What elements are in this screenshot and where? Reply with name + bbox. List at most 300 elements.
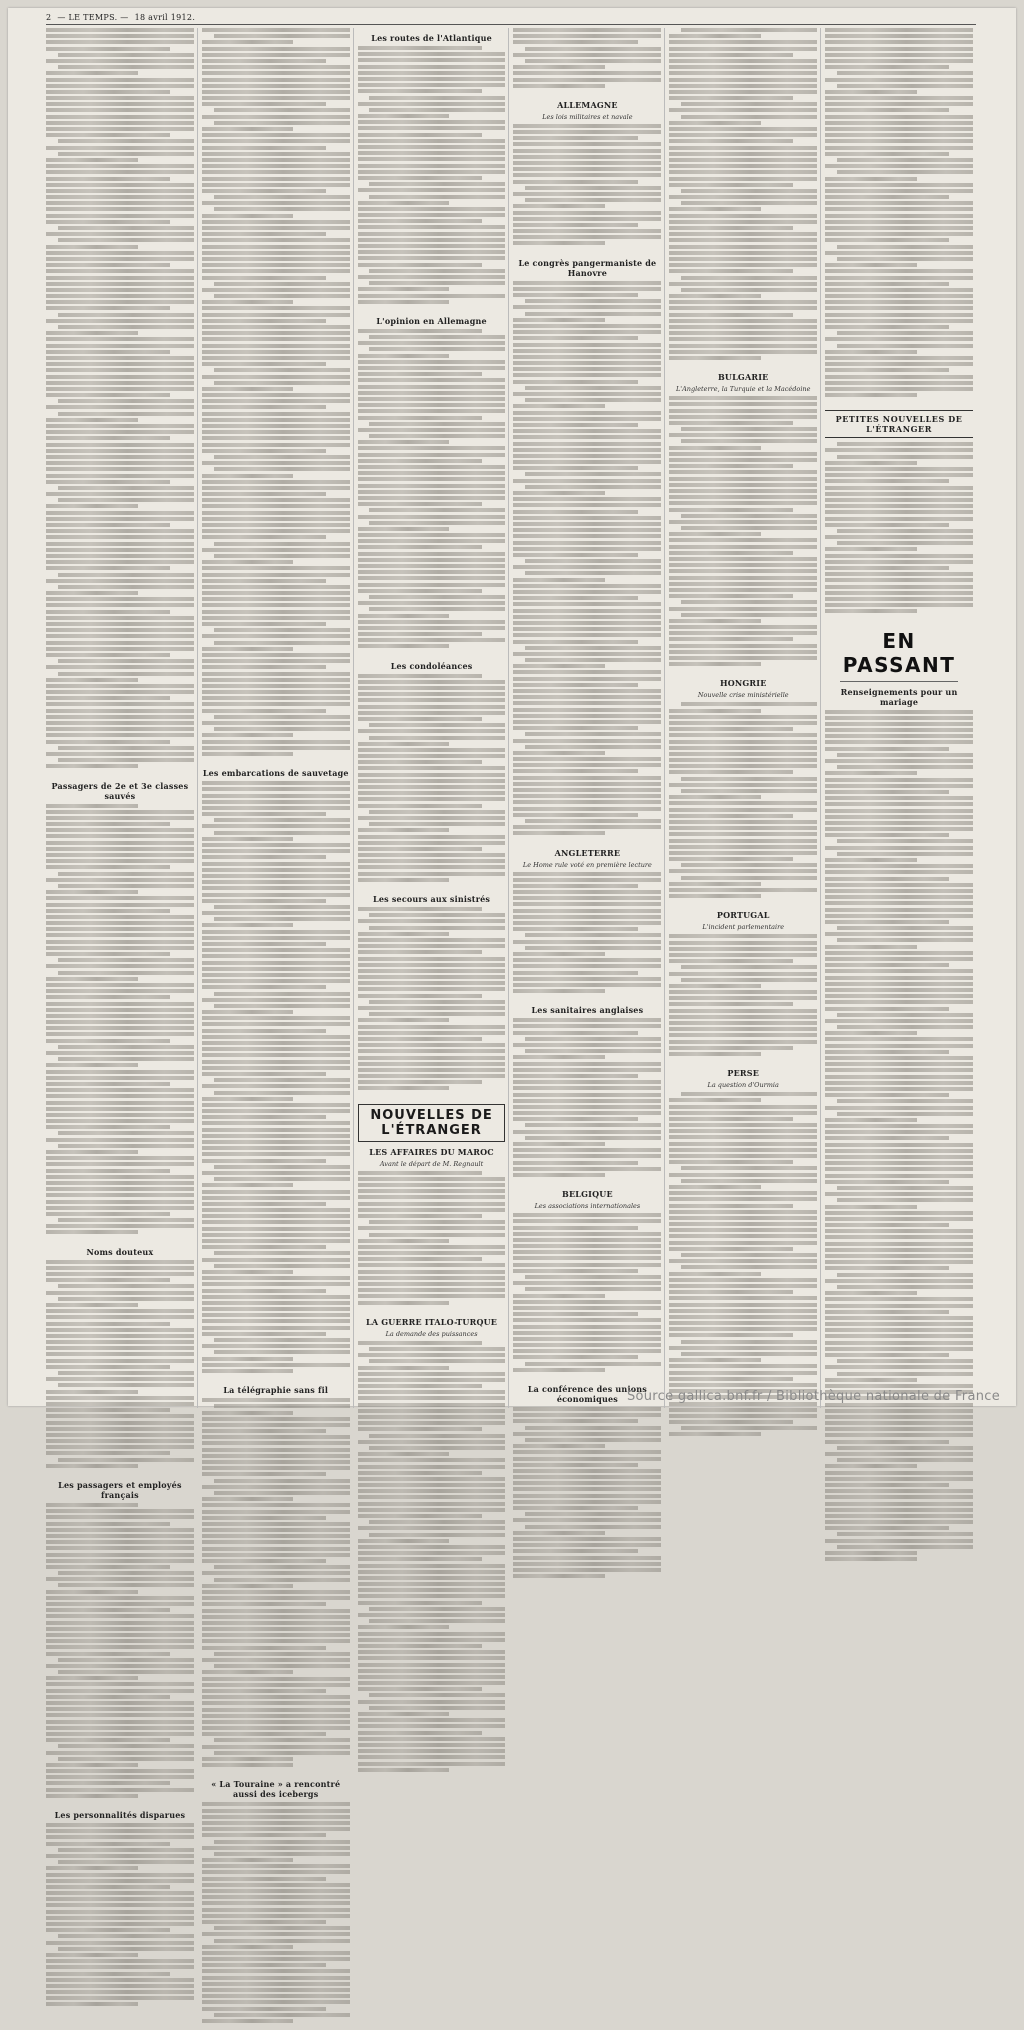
text-line <box>669 783 817 787</box>
text-line <box>202 1128 350 1132</box>
text-line <box>825 1409 973 1413</box>
text-line <box>669 1191 817 1195</box>
text-line <box>669 990 817 994</box>
text-line <box>669 520 817 524</box>
text-line <box>46 1340 194 1344</box>
text-line <box>214 1078 350 1082</box>
text-line <box>202 961 350 965</box>
text-line <box>681 1340 817 1344</box>
text-line <box>46 436 170 440</box>
text-line <box>358 1471 482 1475</box>
text-line <box>669 121 761 125</box>
text-line <box>58 238 194 242</box>
text-line <box>825 932 973 936</box>
text-line <box>46 1278 170 1282</box>
text-line <box>669 1197 817 1201</box>
paragraph-gap <box>46 1800 194 1805</box>
text-line <box>825 1452 973 1456</box>
text-line <box>46 603 194 607</box>
text-line <box>46 1206 194 1210</box>
text-line <box>46 375 194 379</box>
text-line <box>825 1223 949 1227</box>
text-line <box>202 1646 326 1650</box>
text-line <box>358 1049 506 1053</box>
text-line <box>46 1726 194 1730</box>
text-line <box>202 115 350 119</box>
text-line <box>669 207 761 211</box>
text-line <box>669 1371 817 1375</box>
text-line <box>202 678 350 682</box>
text-line <box>46 300 194 304</box>
text-line <box>513 1506 637 1510</box>
text-line <box>825 263 917 267</box>
section-heading: « La Touraine » a rencontré aussi des icebergs <box>211 1779 341 1800</box>
text-line <box>214 905 350 909</box>
text-line <box>513 78 661 82</box>
text-line <box>681 276 817 280</box>
text-line <box>513 695 661 699</box>
paragraph-gap <box>202 1375 350 1380</box>
text-line <box>46 1107 194 1111</box>
text-line <box>202 1103 350 1107</box>
section-heading: La télégraphie sans fil <box>223 1385 329 1396</box>
text-line <box>358 1183 506 1187</box>
text-line <box>202 226 350 230</box>
paragraph-gap <box>202 2025 350 2030</box>
text-line <box>825 1155 973 1159</box>
text-line <box>202 529 350 533</box>
text-line <box>825 1161 973 1165</box>
text-line <box>358 238 506 242</box>
text-line <box>358 263 482 267</box>
text-line <box>513 65 605 69</box>
text-line <box>825 740 973 744</box>
text-line <box>513 615 661 619</box>
text-line <box>825 1291 917 1295</box>
text-line <box>46 1996 194 2000</box>
text-line <box>358 1396 506 1400</box>
text-line <box>825 1106 973 1110</box>
text-line <box>669 1259 817 1263</box>
text-line <box>46 1978 194 1982</box>
text-line <box>46 511 194 515</box>
text-line <box>46 634 194 638</box>
text-line <box>358 219 482 223</box>
text-line <box>513 429 661 433</box>
text-line <box>669 758 817 762</box>
text-line <box>837 1359 973 1363</box>
text-line <box>46 1922 194 1926</box>
text-line <box>825 1341 973 1345</box>
text-line <box>825 1044 973 1048</box>
text-line <box>358 1669 506 1673</box>
text-line <box>825 28 973 32</box>
text-line <box>358 1384 482 1388</box>
text-line <box>46 1230 138 1234</box>
text-line <box>825 1075 973 1079</box>
text-line <box>369 108 505 112</box>
text-line <box>358 1270 506 1274</box>
text-line <box>46 1885 170 1889</box>
text-line <box>46 816 194 820</box>
text-line <box>58 1057 194 1061</box>
text-line <box>202 1559 326 1563</box>
text-line <box>513 596 637 600</box>
text-line <box>825 40 973 44</box>
text-line <box>46 1910 194 1914</box>
text-line <box>513 670 661 674</box>
text-line <box>202 1901 350 1905</box>
text-line <box>825 1365 973 1369</box>
text-line <box>358 416 482 420</box>
text-line <box>202 1472 326 1476</box>
text-line <box>202 1363 350 1367</box>
text-line <box>58 498 194 502</box>
text-line <box>669 972 817 976</box>
text-line <box>202 740 350 744</box>
text-line <box>358 1526 506 1530</box>
text-line <box>669 96 793 100</box>
text-line <box>825 325 949 329</box>
text-line <box>46 865 170 869</box>
text-line <box>58 1144 194 1148</box>
text-line <box>358 1638 506 1642</box>
text-line <box>669 1420 793 1424</box>
text-line <box>825 591 973 595</box>
text-line <box>513 1562 661 1566</box>
text-line <box>513 708 661 712</box>
text-line <box>825 784 973 788</box>
text-line <box>46 909 170 913</box>
text-line <box>358 1226 506 1230</box>
paragraph-gap <box>513 995 661 1000</box>
text-line <box>358 601 506 605</box>
text-line <box>825 846 973 850</box>
text-line <box>202 1448 350 1452</box>
text-line <box>513 1031 637 1035</box>
text-line <box>358 835 506 839</box>
text-line <box>46 890 138 894</box>
text-line <box>46 1464 138 1468</box>
text-line <box>358 170 506 174</box>
text-line <box>202 899 326 903</box>
text-line <box>825 1266 949 1270</box>
text-line <box>58 65 194 69</box>
text-line <box>669 1098 761 1102</box>
text-line <box>46 467 194 471</box>
text-line <box>825 251 973 255</box>
text-line <box>681 613 817 617</box>
text-line <box>202 603 350 607</box>
text-line <box>202 1454 350 1458</box>
text-line <box>202 1720 350 1724</box>
column-1 <box>46 28 198 1820</box>
text-line <box>825 585 973 589</box>
text-line <box>202 1060 350 1064</box>
text-line <box>669 1123 817 1127</box>
section-heading: Le congrès pangermaniste de Hanovre <box>518 257 657 278</box>
text-line <box>202 393 350 397</box>
text-line <box>202 1441 350 1445</box>
paragraph-gap <box>825 616 973 621</box>
text-line <box>202 1227 350 1231</box>
text-line <box>358 1025 506 1029</box>
text-line <box>214 831 350 835</box>
text-line <box>358 391 506 395</box>
text-line <box>669 644 817 648</box>
text-line <box>202 1313 350 1317</box>
text-line <box>825 152 949 156</box>
text-line <box>837 170 973 174</box>
text-line <box>202 1084 350 1088</box>
text-line <box>202 1945 294 1949</box>
text-line <box>202 622 326 626</box>
text-line <box>202 127 294 131</box>
text-line <box>669 158 817 162</box>
text-line <box>513 788 661 792</box>
text-line <box>46 896 194 900</box>
text-line <box>202 1344 350 1348</box>
text-line <box>58 1218 194 1222</box>
text-line <box>358 1006 506 1010</box>
text-line <box>669 464 793 468</box>
text-line <box>358 1403 506 1407</box>
text-line <box>837 839 973 843</box>
text-line <box>513 1173 605 1177</box>
text-line <box>202 1547 350 1551</box>
text-line <box>681 702 817 706</box>
text-line <box>513 1306 661 1310</box>
text-line <box>202 276 326 280</box>
text-line <box>202 344 350 348</box>
text-line <box>202 1423 350 1427</box>
text-line <box>825 1130 973 1134</box>
text-line <box>669 71 817 75</box>
text-line <box>525 59 661 63</box>
text-line <box>669 232 817 236</box>
text-line <box>513 528 661 532</box>
text-line <box>202 1802 350 1806</box>
text-line <box>202 665 326 669</box>
text-line <box>46 702 194 706</box>
text-line <box>358 872 506 876</box>
text-line <box>825 994 973 998</box>
text-line <box>825 226 973 230</box>
text-line <box>513 155 661 159</box>
text-line <box>358 52 506 56</box>
text-line <box>58 53 194 57</box>
paragraph-gap <box>46 2009 194 2014</box>
text-line <box>202 146 326 150</box>
text-line <box>214 1652 350 1656</box>
section-heading: BULGARIE <box>717 372 769 383</box>
text-line <box>825 121 973 125</box>
text-line <box>669 1027 817 1031</box>
text-line <box>669 331 817 335</box>
text-line <box>825 895 973 899</box>
text-line <box>825 1471 973 1475</box>
text-line <box>202 936 350 940</box>
paragraph-gap <box>669 900 817 905</box>
column-2 <box>202 28 354 1800</box>
text-line <box>825 1551 917 1555</box>
text-line <box>669 226 793 230</box>
text-line <box>358 878 450 882</box>
text-line <box>202 1540 350 1544</box>
text-line <box>825 1347 973 1351</box>
text-line <box>825 778 973 782</box>
text-line <box>825 1192 973 1196</box>
text-line <box>669 1185 761 1189</box>
text-line <box>513 192 661 196</box>
text-line <box>202 1602 326 1606</box>
text-line <box>669 801 817 805</box>
text-line <box>525 1136 661 1140</box>
section-subheading: Les lois militaires et navale <box>542 112 633 121</box>
text-line <box>513 1574 605 1578</box>
text-line <box>669 1160 793 1164</box>
text-line <box>669 1105 817 1109</box>
text-line <box>46 1534 194 1538</box>
text-line <box>58 1383 194 1387</box>
text-line <box>358 1576 506 1580</box>
text-line <box>358 1353 506 1357</box>
text-line <box>669 808 817 812</box>
text-line <box>825 1254 973 1258</box>
text-line <box>358 490 506 494</box>
text-line <box>46 1738 170 1742</box>
text-line <box>46 90 170 94</box>
text-line <box>525 933 661 937</box>
text-line <box>369 723 505 727</box>
text-line <box>202 1295 350 1299</box>
text-line <box>513 964 661 968</box>
text-line <box>513 1232 661 1236</box>
text-line <box>369 822 505 826</box>
text-line <box>358 1068 506 1072</box>
text-line <box>825 387 973 391</box>
text-line <box>358 1294 506 1298</box>
text-line <box>358 754 506 758</box>
text-line <box>513 831 605 835</box>
text-line <box>46 344 194 348</box>
text-line <box>46 1365 170 1369</box>
text-line <box>358 1743 506 1747</box>
text-line <box>513 1294 605 1298</box>
text-line <box>358 360 506 364</box>
text-line <box>369 1000 505 1004</box>
text-line <box>358 841 506 845</box>
text-line <box>46 1169 170 1173</box>
text-line <box>669 1021 817 1025</box>
text-line <box>358 1663 506 1667</box>
text-line <box>202 746 350 750</box>
text-line <box>46 933 194 937</box>
text-line <box>358 133 482 137</box>
text-line <box>825 790 949 794</box>
text-line <box>46 1101 194 1105</box>
text-line <box>358 1681 506 1685</box>
text-line <box>681 115 817 119</box>
text-line <box>46 1788 194 1792</box>
text-line <box>46 696 170 700</box>
text-line <box>825 1526 949 1530</box>
text-line <box>358 1731 482 1735</box>
text-line <box>58 585 194 589</box>
text-line <box>513 1487 661 1491</box>
text-line <box>46 1162 194 1166</box>
text-line <box>513 1161 637 1165</box>
text-line <box>825 1062 973 1066</box>
text-line <box>837 938 973 942</box>
text-line <box>513 769 637 773</box>
text-line <box>825 214 973 218</box>
text-line <box>825 1495 973 1499</box>
text-line <box>46 977 138 981</box>
text-line <box>837 257 973 261</box>
text-line <box>202 412 350 416</box>
text-line <box>46 294 194 298</box>
text-line <box>825 1174 973 1178</box>
text-line <box>669 1033 817 1037</box>
text-line <box>202 672 350 676</box>
text-line <box>358 816 506 820</box>
text-line <box>358 1675 506 1679</box>
text-line <box>46 1984 194 1988</box>
text-line <box>825 473 973 477</box>
text-line <box>202 47 350 51</box>
text-line <box>46 1903 194 1907</box>
text-line <box>358 692 506 696</box>
text-line <box>369 281 505 285</box>
text-line <box>358 1189 506 1193</box>
newspaper-page <box>8 8 1016 1820</box>
text-line <box>358 1086 450 1090</box>
text-line <box>669 1234 817 1238</box>
text-line <box>513 1463 637 1467</box>
text-line <box>369 1520 505 1524</box>
text-line <box>369 195 505 199</box>
text-line <box>46 449 194 453</box>
text-line <box>825 300 973 304</box>
text-line <box>358 366 506 370</box>
text-line <box>358 632 482 636</box>
text-line <box>358 1037 482 1041</box>
text-line <box>525 186 661 190</box>
text-line <box>58 1848 194 1852</box>
text-line <box>58 486 194 490</box>
text-line <box>46 1156 194 1160</box>
text-line <box>214 1264 350 1268</box>
text-line <box>669 953 817 957</box>
text-line <box>358 1724 506 1728</box>
text-line <box>358 919 506 923</box>
text-line <box>825 1000 973 1004</box>
text-line <box>202 1571 350 1575</box>
text-line <box>669 489 817 493</box>
text-line <box>525 1275 661 1279</box>
text-line <box>358 1177 506 1181</box>
text-line <box>46 393 170 397</box>
section-subheading: Nouvelle crise ministérielle <box>697 691 789 700</box>
text-line <box>669 1333 793 1337</box>
text-line <box>202 53 350 57</box>
text-line <box>669 313 793 317</box>
text-line <box>825 1050 949 1054</box>
text-line <box>214 108 350 112</box>
text-line <box>358 804 482 808</box>
text-line <box>46 78 194 82</box>
